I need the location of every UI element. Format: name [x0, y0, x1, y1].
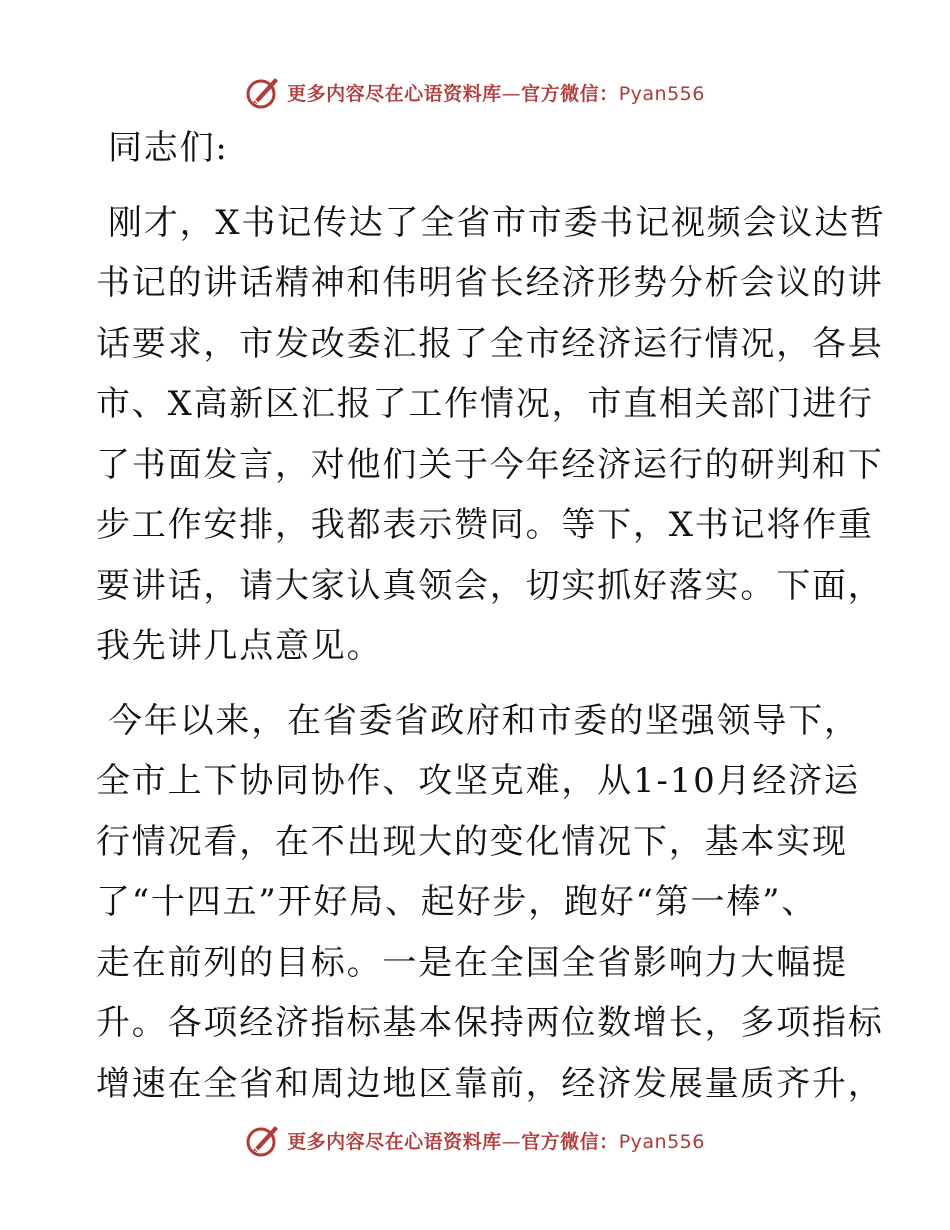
text-line: 走在前列的目标。一是在全国全省影响力大幅提: [96, 942, 848, 983]
footer-banner-wechat-id: Pyan556: [618, 1130, 705, 1153]
header-banner-title: 更多内容尽在心语资料库: [287, 82, 502, 105]
header-banner-text: [287, 79, 705, 106]
text-line: 全市上下协同协作、攻坚克难，从1-10月经济运: [96, 761, 860, 801]
text-line: 刚才，X书记传达了全省市市委书记视频会议达哲: [108, 202, 886, 243]
header-banner-wechat-id: Pyan556: [618, 82, 705, 105]
text-line: 话要求，市发改委汇报了全市经济运行情况，各县: [96, 323, 884, 364]
text-line: 我先讲几点意见。: [96, 626, 383, 666]
header-banner: [0, 70, 950, 114]
header-banner-dash: —: [501, 82, 522, 105]
text-line: 书记的讲话精神和伟明省长经济形势分析会议的讲: [96, 263, 884, 303]
quill-pen-logo-icon: [245, 74, 281, 110]
salutation: 同志们:: [108, 128, 229, 168]
text-line: 了书面发言，对他们关于今年经济运行的研判和下: [96, 444, 884, 485]
text-line: 步工作安排，我都表示赞同。等下，X书记将作重: [96, 505, 874, 545]
text-line: 今年以来，在省委省政府和市委的坚强领导下，: [108, 700, 860, 741]
text-line: 升。各项经济指标基本保持两位数增长，多项指标: [96, 1003, 884, 1043]
footer-banner: [0, 1118, 950, 1162]
header-banner-wechat-label: 官方微信：: [521, 82, 619, 105]
paragraph-1: [96, 193, 886, 677]
footer-banner-wechat-label: 官方微信：: [521, 1130, 619, 1153]
text-line: 行情况看，在不出现大的变化情况下，基本实现: [96, 821, 848, 862]
footer-banner-dash: —: [501, 1130, 522, 1153]
text-line: 增速在全省和周边地区靠前，经济发展量质齐升，: [96, 1063, 884, 1104]
document-body: [96, 118, 886, 1114]
paragraph-2: [96, 691, 884, 1115]
quill-pen-logo-icon: [245, 1122, 281, 1158]
footer-banner-text: [287, 1127, 705, 1154]
footer-banner-title: 更多内容尽在心语资料库: [287, 1130, 502, 1153]
text-line: 市、X高新区汇报了工作情况，市直相关部门进行: [96, 384, 874, 424]
text-line: 了“十四五”开好局、起好步，跑好“第一棒”、: [96, 882, 818, 922]
text-line: 要讲话，请大家认真领会，切实抓好落实。下面，: [96, 565, 884, 606]
